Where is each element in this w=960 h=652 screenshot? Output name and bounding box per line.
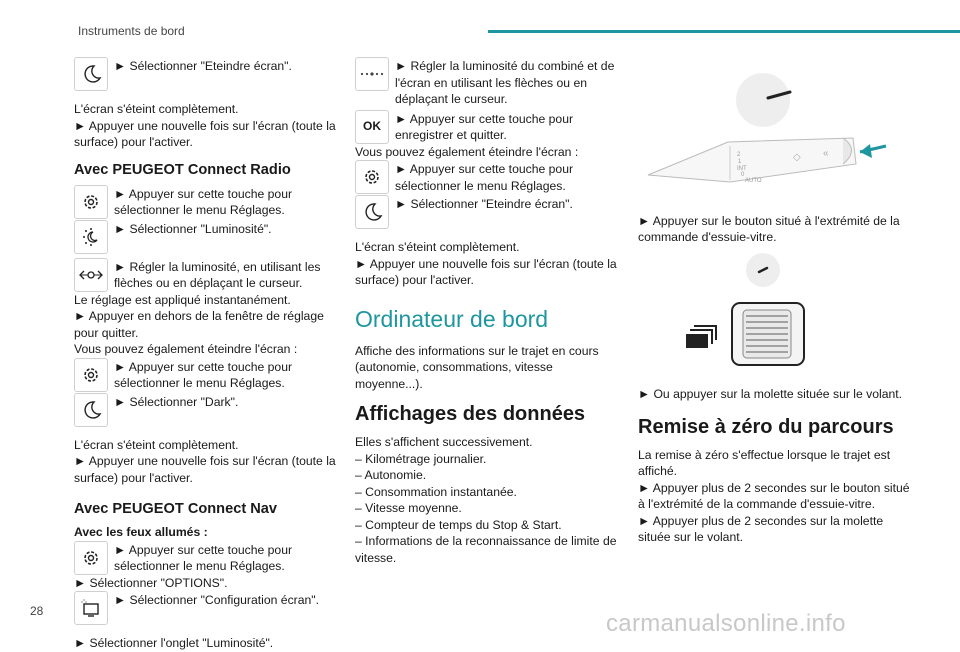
moon-icon (74, 393, 108, 427)
stalk-label: 2 (737, 152, 741, 158)
step-dark: ► Sélectionner "Dark". (114, 394, 239, 409)
heading-connect-nav: Avec PEUGEOT Connect Nav (74, 501, 278, 517)
text-bouton-essuie-vitre: ► Appuyer sur le bouton situé à l'extrémité de la commande d'essuie-vitre. (638, 213, 900, 244)
section-ordinateur-de-bord: Ordinateur de bord (355, 305, 549, 332)
step-eteindre-ecran-2: ► Sélectionner "Eteindre écran". (395, 197, 573, 211)
column-1 (74, 57, 346, 652)
step-luminosite: ► Sélectionner "Luminosité". (114, 221, 272, 236)
gear-icon (355, 160, 389, 194)
moon-icon (355, 195, 389, 229)
gear-icon (74, 541, 108, 575)
step-reglages-nav: ► Appuyer sur cette touche pour sélectionner le menu Réglages. (114, 542, 293, 573)
step-regler-combine: ► Régler la luminosité du combiné et de l'écran en utilisant les flèches ou en déplaçant le curseur. (395, 59, 615, 106)
wiper-stalk-illustration (638, 70, 910, 200)
screen-config-icon (74, 591, 108, 625)
text-appuyer-molette: ► Appuyer plus de 2 secondes sur la molette située sur le volant. (638, 513, 884, 544)
text-ecran-eteint-3: L'écran s'éteint complètement. (355, 240, 520, 254)
brightness-icon (74, 220, 108, 254)
heading-connect-radio: Avec PEUGEOT Connect Radio (74, 161, 291, 178)
step-regler-luminosite: ► Régler la luminosité, en utilisant les flèches ou en déplaçant le curseur. (114, 259, 321, 290)
stalk-label: INT (737, 166, 747, 172)
text-reactiver-3: ► Appuyer une nouvelle fois sur l'écran (toute la surface) pour l'activer. (355, 256, 617, 287)
list-item: – Kilométrage journalier. (355, 451, 487, 466)
step-reglages-3: ► Appuyer sur cette touche pour sélectionner le menu Réglages. (395, 162, 574, 193)
slider-arrows-icon (74, 258, 108, 292)
step-reglages: ► Appuyer sur cette touche pour sélectionner le menu Réglages. (114, 186, 293, 217)
step-configuration-ecran: ► Sélectionner "Configuration écran". (114, 593, 319, 607)
svg-text:«: « (823, 148, 829, 159)
step-enregistrer: ► Appuyer sur cette touche pour enregistrer et quitter. (395, 111, 574, 142)
text-ecran-eteint: L'écran s'éteint complètement. (74, 102, 239, 116)
dots-slider-icon (355, 57, 389, 91)
text-molette-volant: ► Ou appuyer sur la molette située sur le volant. (638, 387, 903, 401)
text-affichages-intro: Elles s'affichent successivement. (355, 435, 533, 449)
gear-icon (74, 358, 108, 392)
stalk-label: 0 (741, 172, 745, 178)
watermark: carmanualsonline.info (606, 610, 846, 637)
step-eteindre-ecran: ► Sélectionner "Eteindre écran". (114, 59, 292, 73)
moon-icon (74, 57, 108, 91)
stalk-label: 1 (738, 159, 742, 165)
gear-icon (74, 185, 108, 219)
list-item: – Informations de la reconnaissance de limite de vitesse. (355, 534, 617, 565)
text-reactiver: ► Appuyer une nouvelle fois sur l'écran (toute la surface) pour l'activer. (74, 118, 336, 149)
column-2 (355, 57, 620, 566)
svg-text:◇: ◇ (793, 152, 801, 163)
list-item: – Consommation instantanée. (355, 484, 517, 499)
steering-wheel-thumbwheel-illustration (638, 246, 910, 376)
step-onglet-luminosite: ► Sélectionner l'onglet "Luminosité". (74, 636, 274, 650)
text-appuyer-bouton: ► Appuyer plus de 2 secondes sur le bouton situé à l'extrémité de la commande d'essuie-vitre. (638, 480, 910, 511)
column-3 (638, 70, 910, 546)
text-reactiver-2: ► Appuyer une nouvelle fois sur l'écran (toute la surface) pour l'activer. (74, 454, 336, 485)
text-reglage-applique: Le réglage est appliqué instantanément. (74, 292, 291, 307)
text-eteindre-ecran: Vous pouvez également éteindre l'écran : (74, 342, 298, 356)
list-item: – Vitesse moyenne. (355, 501, 462, 515)
heading-remise-a-zero: Remise à zéro du parcours (638, 415, 894, 438)
step-reglages-2: ► Appuyer sur cette touche pour sélectionner le menu Réglages. (114, 359, 293, 390)
ok-button-icon: OK (355, 110, 389, 144)
heading-affichages: Affichages des données (355, 403, 586, 425)
text-ecran-eteint-2: L'écran s'éteint complètement. (74, 437, 239, 452)
stalk-label: AUTO (745, 178, 762, 184)
page-number: 28 (30, 604, 44, 618)
text-remise-zero-intro: La remise à zéro s'effectue lorsque le trajet est affiché. (638, 447, 891, 478)
step-options: ► Sélectionner "OPTIONS". (74, 575, 228, 590)
text-eteindre-ecran-2: Vous pouvez également éteindre l'écran : (355, 144, 579, 159)
text-intro-ordinateur: Affiche des informations sur le trajet en cours (autonomie, consommations, vitesse moyenne...). (355, 343, 599, 391)
list-item: – Autonomie. (355, 468, 427, 482)
text-quitter: ► Appuyer en dehors de la fenêtre de réglage pour quitter. (74, 309, 324, 340)
header-section-title: Instruments de bord (78, 24, 185, 38)
list-item: – Compteur de temps du Stop & Start. (355, 517, 562, 532)
header-accent-bar (488, 30, 960, 33)
text-feux-allumes: Avec les feux allumés : (74, 525, 208, 539)
